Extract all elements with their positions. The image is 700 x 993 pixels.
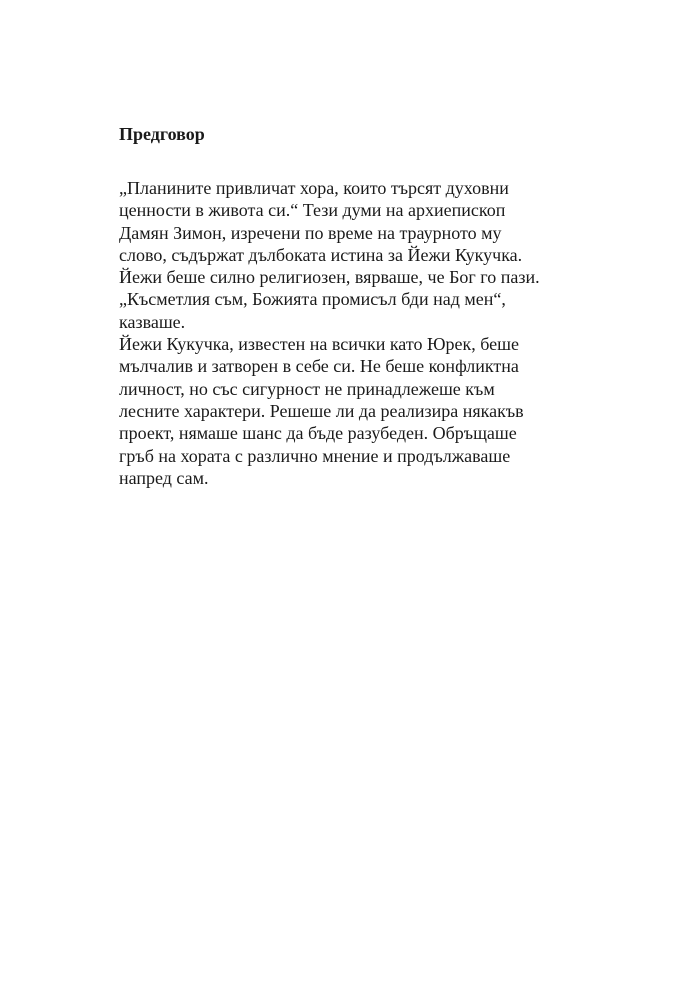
text-line: Йежи беше силно религиозен, вярваше, че Бог го пази.: [119, 267, 540, 288]
body-text: [119, 177, 599, 489]
text-line: мълчалив и затворен в себе си. Не беше конфликтна: [119, 356, 519, 377]
text-line: „Късметлия съм, Божията промисъл бди над мен“,: [119, 289, 506, 310]
text-line: гръб на хората с различно мнение и продължаваше: [119, 445, 511, 466]
text-line: „Планините привличат хора, които търсят духовни: [119, 178, 509, 198]
text-line: Дамян Зимон, изречени по време на траурното му: [119, 222, 502, 243]
text-line: ценности в живота си.“ Тези думи на архиепископ: [119, 200, 506, 221]
text-line: Йежи Кукучка, известен на всички като Юрек, беше: [119, 334, 519, 355]
text-line: проект, нямаше шанс да бъде разубеден. Обръщаше: [119, 423, 517, 444]
text-line: лесните характери. Решеше ли да реализира някакъв: [119, 400, 524, 421]
text-line: казваше.: [119, 311, 186, 332]
text-line: напред сам.: [119, 467, 209, 488]
text-line: слово, съдържат дълбоката истина за Йежи Кукучка.: [119, 244, 523, 265]
text-line: личност, но със сигурност не принадлежеше към: [119, 378, 495, 399]
section-heading: Предговор: [119, 124, 205, 144]
